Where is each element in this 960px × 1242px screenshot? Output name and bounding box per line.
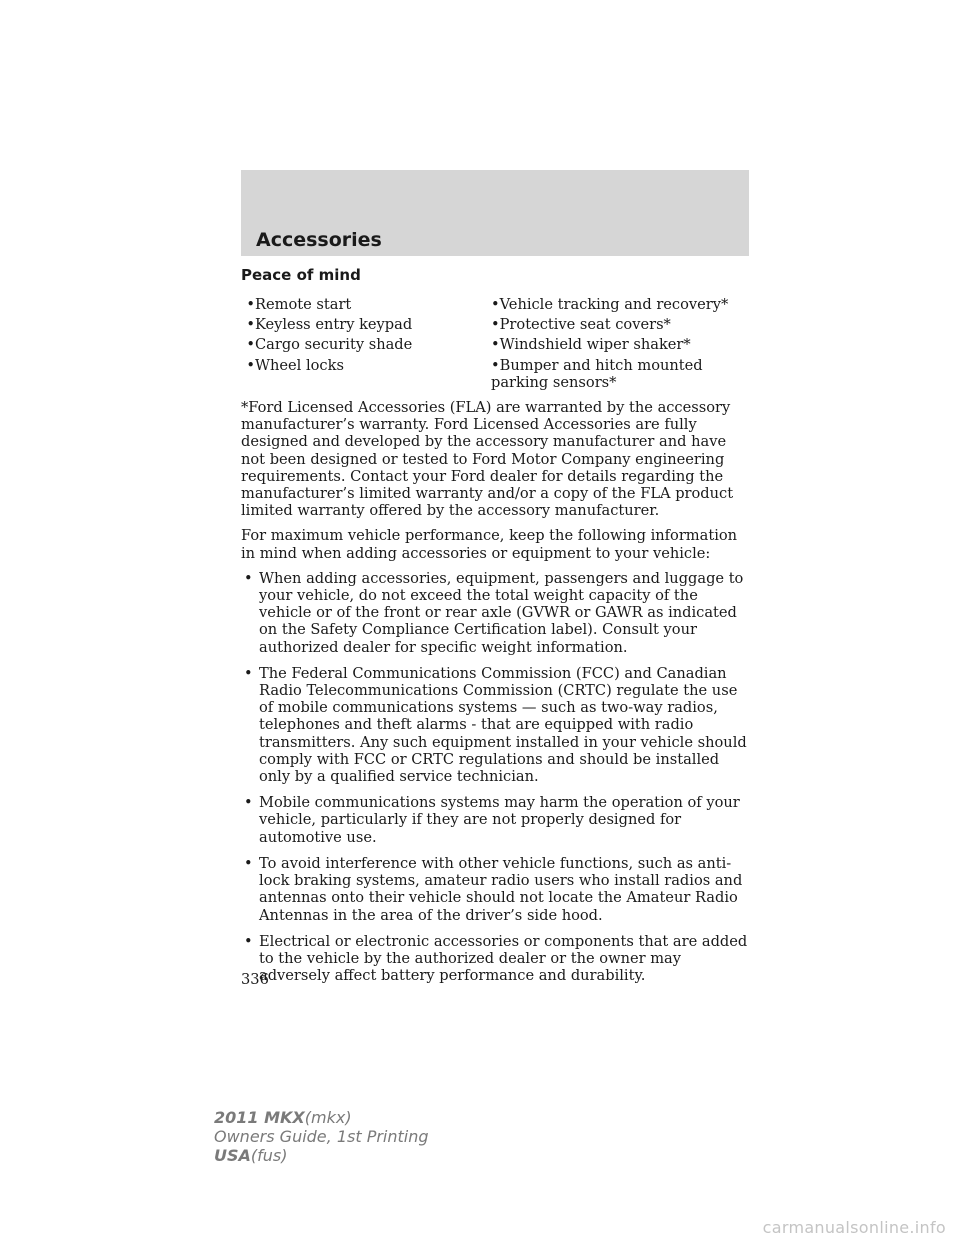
list-item	[241, 933, 751, 985]
print-footer	[214, 1108, 429, 1165]
list-item	[491, 296, 751, 313]
bullet-icon: •	[244, 854, 253, 872]
footer-line-model	[214, 1108, 429, 1127]
bullet-icon: •	[246, 316, 255, 334]
bullet-icon: •	[491, 356, 500, 374]
footer-line-market	[214, 1146, 429, 1165]
footer-market-code: (fus)	[250, 1146, 288, 1165]
list-item-text: To avoid interference with other vehicle functions, such as anti-lock braking systems, amateur radio users who install radios and antennas onto their vehicle should not locate the Amateur Radio Antennas in the area of the driver’s side hood.	[259, 854, 743, 924]
list-item-text: Vehicle tracking and recovery*	[499, 296, 729, 313]
list-item	[241, 855, 751, 924]
bullet-icon: •	[246, 296, 255, 313]
list-item-text: When adding accessories, equipment, passengers and luggage to your vehicle, do not exceed the total weight capacity of the vehicle or of the front or rear axle (GVWR or GAWR as indicated on the Safety Compliance Certification label). Consult your authorized dealer for specific weight information.	[259, 569, 744, 656]
list-item	[241, 665, 751, 785]
list-item-text: Wheel locks	[255, 356, 344, 374]
fla-warranty-paragraph: *Ford Licensed Accessories (FLA) are warranted by the accessory manufacturer’s warranty. Ford Licensed Accessories are fully designed and developed by the accessory manufacturer and have not been designed or tested to Ford Motor Company engineering requirements. Contact your Ford dealer for details regarding the manufacturer’s limited warranty and/or a copy of the FLA product limited warranty offered by the accessory manufacturer.	[241, 399, 734, 520]
watermark: carmanualsonline.info	[762, 1218, 946, 1237]
footer-market: USA	[214, 1146, 251, 1165]
peace-of-mind-heading: Peace of mind	[241, 266, 361, 284]
list-item	[241, 357, 491, 391]
list-item	[241, 336, 491, 353]
list-item-text: Electrical or electronic accessories or components that are added to the vehicle by the authorized dealer or the owner may adversely affect battery performance and durability.	[259, 932, 748, 985]
footer-model-year: 2011 MKX	[214, 1108, 305, 1127]
list-item	[491, 336, 751, 353]
footer-line-edition: Owners Guide, 1st Printing	[214, 1127, 429, 1146]
list-item-text: The Federal Communications Commission (FCC) and Canadian Radio Telecommunications Commission (CRTC) regulate the use of mobile communications systems — such as two-way radios, telephones and theft alarms - that are equipped with radio transmitters. Any such equipment installed in your vehicle should comply with FCC or CRTC regulations and should be installed only by a qualified service technician.	[259, 664, 747, 786]
bullet-icon: •	[491, 336, 500, 354]
accessory-guidelines-list	[241, 570, 751, 984]
intro-paragraph: For maximum vehicle performance, keep the following information in mind when adding accessories or equipment to your vehicle:	[241, 527, 738, 562]
section-title: Accessories	[256, 229, 382, 251]
bullet-icon: •	[244, 664, 253, 682]
list-item-text: Keyless entry keypad	[255, 316, 413, 334]
peace-of-mind-list	[241, 296, 751, 391]
list-item-text: Bumper and hitch mounted parking sensors*	[491, 356, 703, 391]
list-item-text: Remote start	[255, 296, 352, 313]
list-item	[241, 316, 491, 333]
bullet-icon: •	[246, 356, 255, 374]
list-item-text: Windshield wiper shaker*	[499, 336, 691, 354]
bullet-icon: •	[244, 932, 253, 950]
list-item	[491, 316, 751, 333]
bullet-icon: •	[491, 316, 500, 334]
bullet-icon: •	[244, 794, 253, 812]
list-item	[491, 357, 751, 391]
list-item-text: Protective seat covers*	[499, 316, 671, 334]
bullet-icon: •	[244, 569, 253, 587]
list-item	[241, 296, 491, 313]
list-item-text: Cargo security shade	[255, 336, 413, 354]
list-item-text: Mobile communications systems may harm the operation of your vehicle, particularly if they are not properly designed for automotive use.	[259, 794, 740, 846]
list-item	[241, 570, 751, 656]
bullet-icon: •	[246, 336, 255, 354]
footer-model-code: (mkx)	[304, 1108, 352, 1127]
list-item	[241, 794, 751, 846]
page-number: 336	[241, 971, 269, 988]
page-content	[241, 266, 751, 993]
bullet-icon: •	[491, 296, 500, 313]
